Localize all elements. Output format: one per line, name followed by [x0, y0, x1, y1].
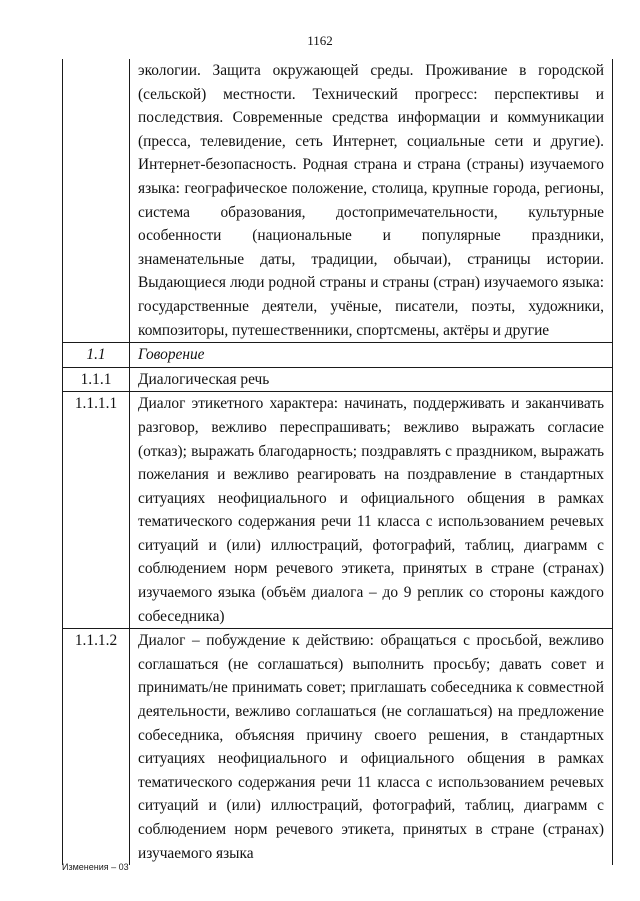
- subsection-heading: Диалогическая речь: [130, 367, 613, 392]
- table-row: [63, 629, 613, 865]
- table-row: [63, 343, 613, 368]
- row-number: 1.1.1: [63, 367, 130, 392]
- row-number: 1.1.1.2: [63, 629, 130, 865]
- row-number: [63, 59, 130, 343]
- table-row: [63, 367, 613, 392]
- footer-revision: Изменения – 03: [62, 862, 129, 872]
- row-number: 1.1: [63, 343, 130, 368]
- row-text: экологии. Защита окружающей среды. Проживание в городской (сельской) местности. Технический прогресс: перспективы и последствия. Современные средства информации и коммуникации (пресса, телевидение, сеть Интернет, социальные сети и другие). Интернет-безопасность. Родная страна и страна (страны) изучаемого языка: географическое положение, столица, крупные города, регионы, система образования, достопримечательности, культурные особенности (национальные и популярные праздники, знаменательные даты, традиции, обычаи), страницы истории. Выдающиеся люди родной страны и страны (стран) изучаемого языка: государственные деятели, учёные, писатели, поэты, художники, композиторы, путешественники, спортсмены, актёры и другие: [130, 59, 613, 343]
- table-row: [63, 392, 613, 629]
- page-number: 1162: [307, 33, 333, 48]
- row-text: Диалог этикетного характера: начинать, поддерживать и заканчивать разговор, вежливо переспрашивать; вежливо выражать согласие (отказ); выражать благодарность; поздравлять с праздником, выражать пожелания и вежливо реагировать на поздравление в стандартных ситуациях неофициального и официального общения в рамках тематического содержания речи 11 класса с использованием речевых ситуаций и (или) иллюстраций, фотографий, таблиц, диаграмм с соблюдением норм речевого этикета, принятых в стране (странах) изучаемого языка (объём диалога – до 9 реплик со стороны каждого собеседника): [130, 392, 613, 629]
- table-row: [63, 59, 613, 343]
- curriculum-table: [62, 59, 613, 865]
- row-number: 1.1.1.1: [63, 392, 130, 629]
- section-heading: Говорение: [130, 343, 613, 368]
- row-text: Диалог – побуждение к действию: обращаться с просьбой, вежливо соглашаться (не соглашаться) выполнить просьбу; давать совет и принимать/не принимать совет; приглашать собеседника к совместной деятельности, вежливо соглашаться (не соглашаться) на предложение собеседника, объясняя причину своего решения, в стандартных ситуациях неофициального и официального общения в рамках тематического содержания речи 11 класса с использованием речевых ситуаций и (или) иллюстраций, фотографий, таблиц, диаграмм с соблюдением норм речевого этикета, принятых в стране (странах) изучаемого языка: [130, 629, 613, 865]
